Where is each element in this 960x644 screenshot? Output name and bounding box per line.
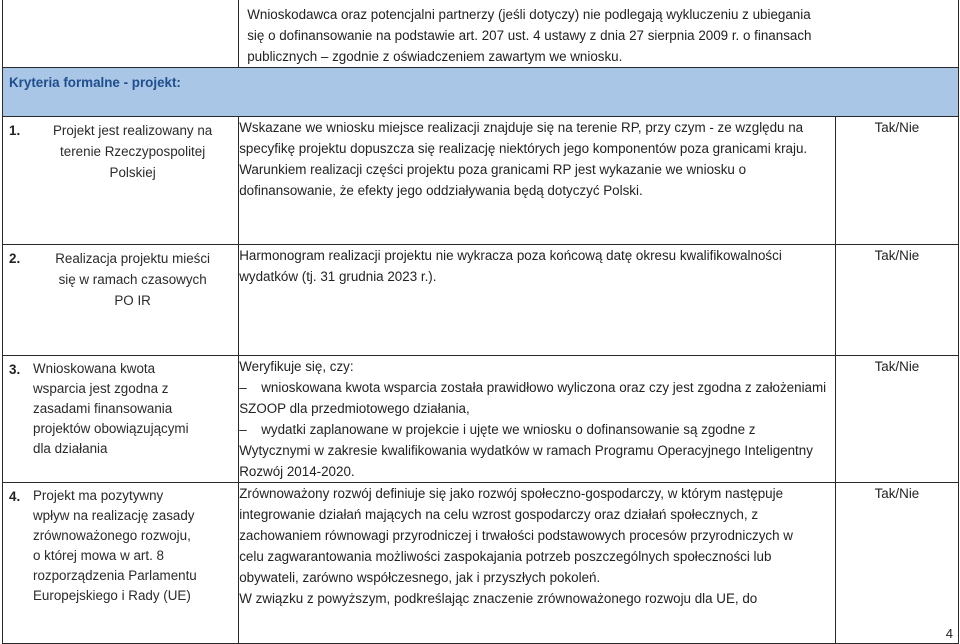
label-line: o której mowa w art. 8 bbox=[33, 548, 164, 563]
label-line: Polskiej bbox=[109, 165, 156, 180]
desc-line: zachowaniem równowagi przyrodniczej i trwałości podstawowych procesów przyrodniczych w bbox=[239, 528, 793, 543]
label-line: dla działania bbox=[33, 441, 108, 456]
section-header-row bbox=[3, 68, 959, 117]
label-line: Projekt ma pozytywny bbox=[33, 488, 164, 503]
desc-line: Harmonogram realizacji projektu nie wykracza poza końcową datę okresu kwalifikowalności bbox=[239, 248, 782, 263]
desc-line: Wskazane we wniosku miejsce realizacji znajduje się na terenie RP, przy czym - ze względu na bbox=[239, 120, 804, 135]
page-number: 4 bbox=[945, 626, 953, 641]
text-line: się o dofinansowanie na podstawie art. 207 ust. 4 ustawy z dnia 27 sierpnia 2009 r. o finansach bbox=[247, 28, 812, 43]
label-line: rozporządzenia Parlamentu bbox=[33, 568, 197, 583]
desc-line: Zrównoważony rozwój definiuje się jako rozwój społeczno-gospodarczy, w którym następuje bbox=[239, 486, 784, 501]
exclusion-text bbox=[239, 0, 959, 68]
criterion-number: 1. bbox=[9, 123, 21, 138]
criterion-value: Tak/Nie bbox=[835, 117, 958, 245]
criterion-description bbox=[239, 117, 836, 245]
criterion-value: Tak/Nie bbox=[835, 483, 958, 644]
criterion-number: 3. bbox=[9, 362, 21, 377]
label-line: terenie Rzeczypospolitej bbox=[60, 144, 206, 159]
criterion-value: Tak/Nie bbox=[835, 356, 958, 483]
criterion-label-cell bbox=[3, 356, 239, 483]
text-line: publicznych – zgodnie z oświadczeniem zawartym we wniosku. bbox=[247, 49, 623, 64]
criterion-label-cell bbox=[3, 245, 239, 356]
desc-line: dofinansowanie, że efekty jego oddziaływania będą dotyczyć Polski. bbox=[239, 183, 643, 198]
criterion-label bbox=[33, 359, 232, 459]
criterion-label-cell bbox=[3, 117, 239, 245]
label-line: Realizacja projektu mieści bbox=[55, 251, 211, 266]
empty-cell bbox=[3, 0, 239, 68]
label-line: wsparcia jest zgodna z bbox=[33, 381, 169, 396]
criterion-row-2 bbox=[3, 245, 959, 356]
criterion-description bbox=[239, 483, 836, 644]
label-line: Wnioskowana kwota bbox=[33, 361, 156, 376]
bullet-line: – wnioskowana kwota wsparcia została prawidłowo wyliczona oraz czy jest zgodna z założeniami bbox=[239, 377, 835, 398]
dash-bullet: – bbox=[239, 380, 247, 395]
label-line: Projekt jest realizowany na bbox=[52, 123, 213, 138]
desc-line: integrowanie działań mających na celu wzrost gospodarczy oraz działań społecznych, z bbox=[239, 507, 759, 522]
label-line: Europejskiego i Rady (UE) bbox=[33, 588, 191, 603]
text-line: Wnioskodawca oraz potencjalni partnerzy (jeśli dotyczy) nie podlegają wykluczeniu z ubiegania bbox=[247, 7, 811, 22]
criteria-table bbox=[2, 0, 959, 644]
label-line: projektów obowiązującymi bbox=[33, 421, 189, 436]
desc-intro: Weryfikuje się, czy: bbox=[239, 359, 354, 374]
criterion-number: 2. bbox=[9, 251, 21, 266]
desc-line: wydatków (tj. 31 grudnia 2023 r.). bbox=[239, 269, 437, 284]
label-line: się w ramach czasowych bbox=[58, 272, 207, 287]
desc-line: Wytycznymi w zakresie kwalifikowania wydatków w ramach Programu Operacyjnego Inteligentny bbox=[239, 443, 813, 458]
criterion-label bbox=[33, 248, 232, 311]
criterion-row-3 bbox=[3, 356, 959, 483]
desc-line: celu zagwarantowania możliwości zaspokajania potrzeb poszczególnych społeczności lub bbox=[239, 549, 772, 564]
criterion-label-cell bbox=[3, 483, 239, 644]
criterion-row-1 bbox=[3, 117, 959, 245]
criterion-description bbox=[239, 356, 836, 483]
desc-line: obywateli, zarówno współczesnego, jak i przyszłych pokoleń. bbox=[239, 570, 601, 585]
label-line: wpływ na realizację zasady bbox=[33, 508, 195, 523]
criterion-label bbox=[33, 486, 232, 606]
label-line: zrównoważonego rozwoju, bbox=[33, 528, 191, 543]
bullet-line: – wydatki zaplanowane w projekcie i ujęte we wniosku o dofinansowanie są zgodne z bbox=[239, 419, 835, 440]
desc-line: Warunkiem realizacji części projektu poza granicami RP jest wykazanie we wniosku o bbox=[239, 162, 747, 177]
desc-line: Rozwój 2014-2020. bbox=[239, 464, 355, 479]
criterion-row-4 bbox=[3, 483, 959, 644]
criterion-number: 4. bbox=[9, 489, 21, 504]
label-line: PO IR bbox=[114, 293, 151, 308]
criterion-description bbox=[239, 245, 836, 356]
desc-line: W związku z powyższym, podkreślając znaczenie zrównoważonego rozwoju dla UE, do bbox=[239, 591, 758, 606]
criterion-label bbox=[33, 120, 232, 183]
desc-line: specyfikę projektu dopuszcza się realizację niektórych jego komponentów poza granicami kraju. bbox=[239, 141, 808, 156]
section-title: Kryteria formalne - projekt: bbox=[3, 68, 959, 117]
criterion-value: Tak/Nie bbox=[835, 245, 958, 356]
desc-line: SZOOP dla przedmiotowego działania, bbox=[239, 401, 470, 416]
dash-bullet: – bbox=[239, 422, 247, 437]
exclusion-row bbox=[3, 0, 959, 68]
label-line: zasadami finansowania bbox=[33, 401, 173, 416]
